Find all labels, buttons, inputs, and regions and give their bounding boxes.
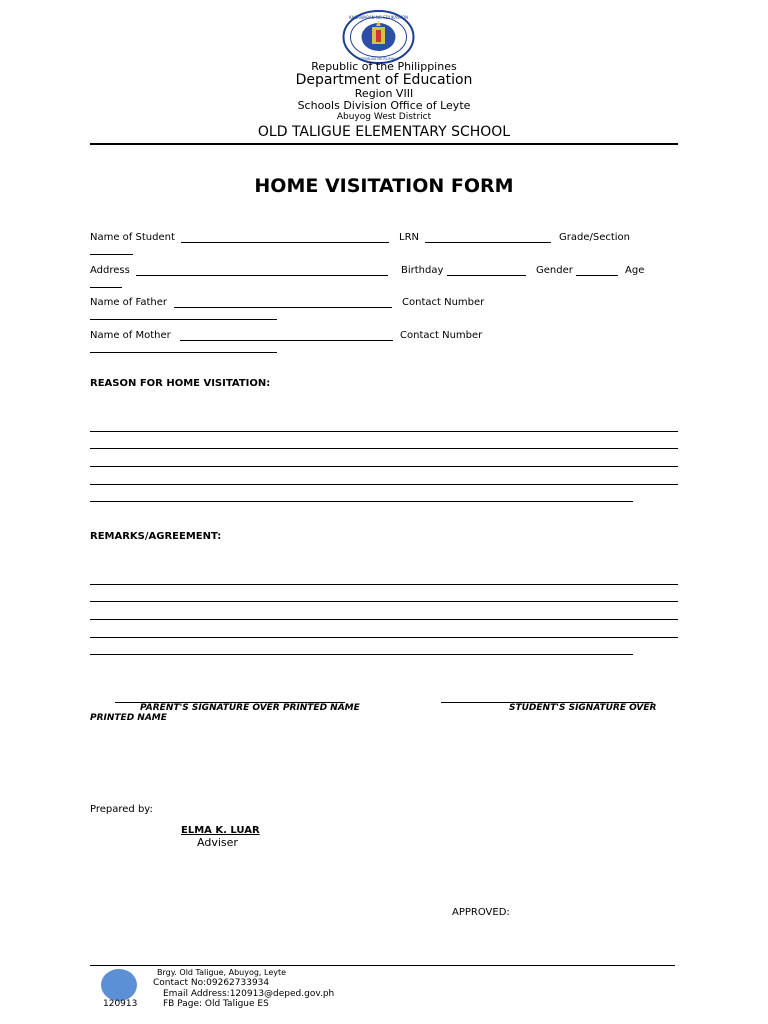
footer-logo-id: 120913 [103,999,138,1009]
student-signature-label: STUDENT'S SIGNATURE OVER [509,703,657,713]
label-lrn: LRN [399,232,419,243]
footer-divider [90,965,675,966]
field-name-of-father[interactable] [174,307,392,308]
header-divider [90,143,678,145]
label-name-of-student: Name of Student [90,232,175,243]
reason-line[interactable] [90,501,633,502]
footer-address: Brgy. Old Taligue, Abuyog, Leyte [157,968,287,977]
field-name-of-mother[interactable] [180,340,393,341]
field-gender[interactable] [576,275,618,276]
field-contact-number-mother[interactable] [90,352,277,353]
label-name-of-father: Name of Father [90,297,167,308]
header-republic: Republic of the Philippines [311,60,457,73]
label-contact-number-mother: Contact Number [400,330,483,341]
label-name-of-mother: Name of Mother [90,330,171,341]
field-contact-number-father[interactable] [90,319,277,320]
label-contact-number-father: Contact Number [402,297,485,308]
label-grade-section: Grade/Section [559,232,631,243]
remarks-line[interactable] [90,654,633,655]
remarks-line[interactable] [90,584,678,585]
parent-signature-label: PARENT'S SIGNATURE OVER PRINTED NAME [140,703,360,713]
reason-heading: REASON FOR HOME VISITATION: [90,378,271,389]
field-lrn[interactable] [425,242,551,243]
header-department: Department of Education [295,72,473,88]
form-title: HOME VISITATION FORM [254,175,514,197]
label-address: Address [90,265,130,276]
svg-text:REPUBLIKA NG PILIPINAS: REPUBLIKA NG PILIPINAS [358,57,399,61]
remarks-line[interactable] [90,637,678,638]
adviser-name: ELMA K. LUAR [181,825,260,836]
remarks-line[interactable] [90,619,678,620]
header-region: Region VIII [354,87,414,100]
approved-label: APPROVED: [452,907,510,918]
header-division: Schools Division Office of Leyte [297,99,471,112]
field-address[interactable] [136,275,388,276]
field-birthday[interactable] [447,275,526,276]
reason-line[interactable] [90,466,678,467]
svg-text:KAGAWARAN NG EDUKASYON: KAGAWARAN NG EDUKASYON [348,15,409,20]
reason-line[interactable] [90,448,678,449]
school-logo [101,969,137,1001]
deped-seal [342,10,415,64]
footer-contact: Contact No:09262733934 [153,978,270,988]
header-district: Abuyog West District [336,112,432,122]
footer-email: Email Address:120913@deped.gov.ph [163,989,335,999]
header-school: OLD TALIGUE ELEMENTARY SCHOOL [257,124,511,140]
footer-fb-page: FB Page: Old Taligue ES [163,999,269,1009]
printed-name-label: PRINTED NAME [90,713,167,723]
reason-line[interactable] [90,484,678,485]
label-age: Age [625,265,645,276]
remarks-line[interactable] [90,601,678,602]
adviser-role: Adviser [197,836,238,849]
label-birthday: Birthday [401,265,444,276]
field-grade-section[interactable] [90,254,133,255]
field-age[interactable] [90,287,122,288]
reason-line[interactable] [90,431,678,432]
label-gender: Gender [536,265,573,276]
prepared-by-label: Prepared by: [90,804,153,815]
remarks-heading: REMARKS/AGREEMENT: [90,531,222,542]
field-name-of-student[interactable] [181,242,389,243]
